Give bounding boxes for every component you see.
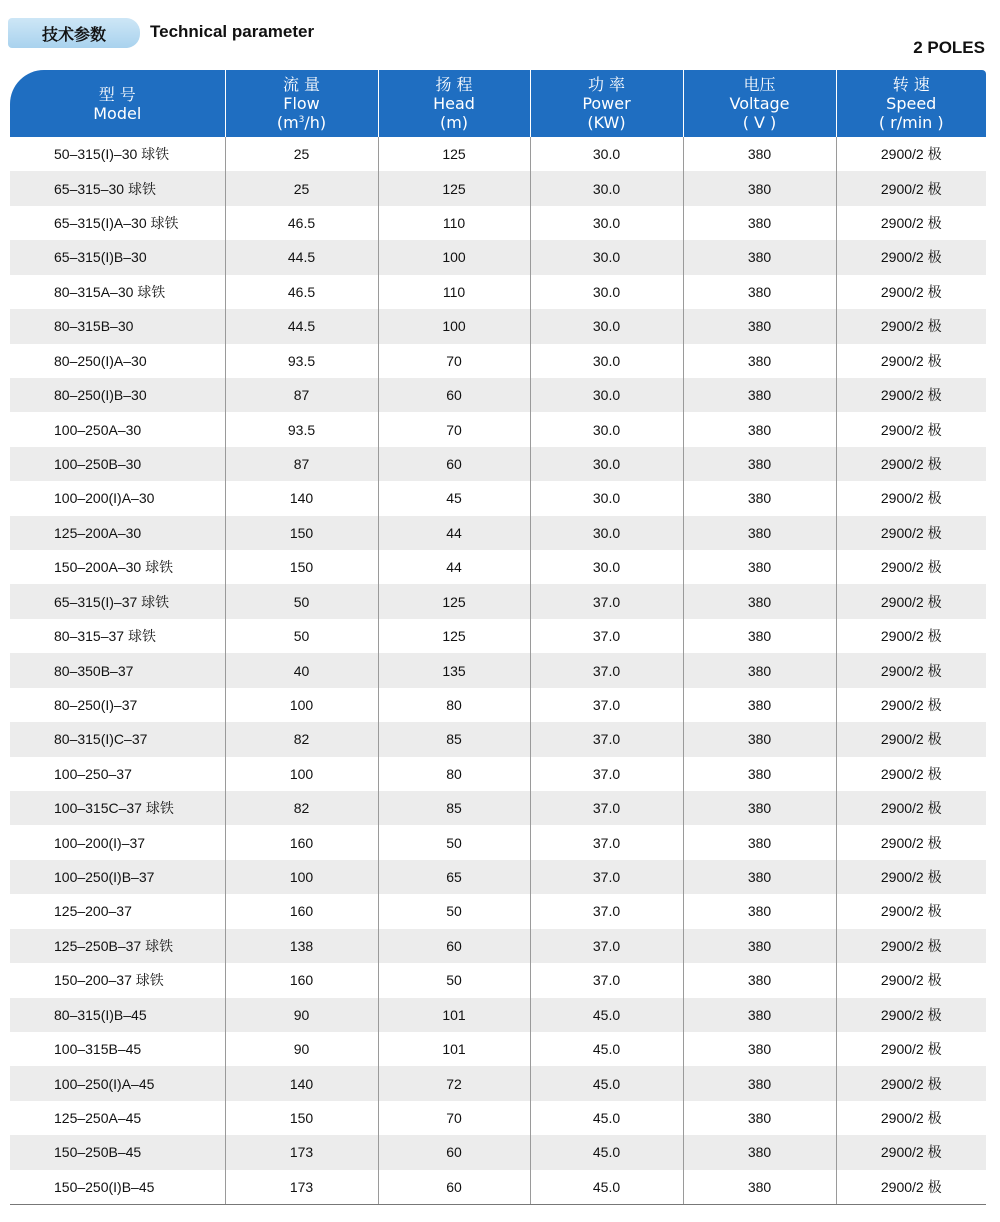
cell-power: 30.0 — [530, 447, 683, 481]
cell-power: 37.0 — [530, 929, 683, 963]
cell-model: 125–250B–37 球铁 — [10, 929, 225, 963]
cell-speed: 2900/2 极 — [836, 550, 986, 584]
cell-power: 37.0 — [530, 963, 683, 997]
cell-head: 65 — [378, 860, 530, 894]
cell-head: 45 — [378, 481, 530, 515]
cell-head: 125 — [378, 171, 530, 205]
cell-voltage: 380 — [683, 171, 836, 205]
cell-voltage: 380 — [683, 963, 836, 997]
table-row — [10, 653, 986, 687]
cell-model: 100–250(I)A–45 — [10, 1066, 225, 1100]
cell-head: 44 — [378, 550, 530, 584]
cell-speed: 2900/2 极 — [836, 929, 986, 963]
cell-flow: 50 — [225, 619, 378, 653]
cell-flow: 82 — [225, 722, 378, 756]
cell-model: 80–250(I)A–30 — [54, 352, 147, 369]
cell-head: 60 — [378, 1135, 530, 1169]
cell-voltage: 380 — [683, 894, 836, 928]
cell-model: 80–315(I)C–37 — [10, 722, 225, 756]
cell-power: 37.0 — [530, 722, 683, 756]
cell-head: 110 — [378, 275, 530, 309]
cell-model: 100–200(I)–37 — [54, 834, 146, 851]
cell-power: 45.0 — [530, 1101, 683, 1135]
cell-flow: 25 — [225, 171, 378, 205]
header-speed-unit: ( r/min ) — [878, 113, 944, 132]
cell-flow: 160 — [225, 894, 378, 928]
header-voltage-cn: 电压 — [743, 75, 776, 94]
cell-flow: 87 — [225, 378, 378, 412]
cell-power: 45.0 — [530, 1170, 683, 1205]
table-row — [10, 412, 986, 446]
table-row — [10, 275, 986, 309]
header-head-en: Head — [433, 94, 475, 113]
cell-model: 100–250B–30 — [10, 447, 225, 481]
cell-head: 60 — [378, 929, 530, 963]
cell-power: 37.0 — [530, 894, 683, 928]
cell-flow: 50 — [225, 584, 378, 618]
table-row — [10, 1066, 986, 1100]
cell-speed: 2900/2 极 — [836, 584, 986, 618]
table-row — [10, 688, 986, 722]
cell-speed: 2900/2 极 — [836, 963, 986, 997]
cell-power: 30.0 — [530, 275, 683, 309]
table-row — [10, 481, 986, 515]
cell-model: 65–315(I)A–30 球铁 — [54, 215, 179, 232]
cell-flow: 100 — [225, 688, 378, 722]
cell-head: 100 — [378, 309, 530, 343]
cell-model: 125–200A–30 — [10, 516, 225, 550]
cell-flow: 44.5 — [225, 309, 378, 343]
table-row — [10, 1101, 986, 1135]
cell-speed: 2900/2 极 — [836, 688, 986, 722]
cell-voltage: 380 — [683, 447, 836, 481]
cell-flow: 44.5 — [225, 240, 378, 274]
cell-head: 110 — [378, 206, 530, 240]
cell-model: 65–315–30 球铁 — [10, 171, 225, 205]
cell-head: 80 — [378, 688, 530, 722]
cell-head: 50 — [378, 963, 530, 997]
cell-power: 30.0 — [530, 412, 683, 446]
header-power-cn: 功 率 — [587, 75, 626, 94]
cell-model: 80–250(I)–37 — [54, 696, 138, 713]
cell-model: 80–315(I)B–45 — [10, 998, 225, 1032]
cell-voltage: 380 — [683, 1032, 836, 1066]
cell-model: 65–315(I)–37 球铁 — [10, 584, 225, 618]
header-voltage-en: Voltage — [729, 94, 790, 113]
cell-speed: 2900/2 极 — [836, 619, 986, 653]
header-head — [378, 70, 530, 137]
cell-speed: 2900/2 极 — [836, 1170, 986, 1205]
cell-head: 125 — [378, 584, 530, 618]
table-row — [10, 757, 986, 791]
cell-head: 70 — [378, 1101, 530, 1135]
cell-model: 150–250B–45 — [10, 1135, 225, 1169]
header-flow — [225, 70, 378, 137]
cell-speed: 2900/2 极 — [836, 1135, 986, 1169]
cell-model: 100–315C–37 球铁 — [10, 791, 225, 825]
cell-head: 44 — [378, 516, 530, 550]
cell-power: 30.0 — [530, 171, 683, 205]
cell-head: 60 — [378, 447, 530, 481]
cell-head: 70 — [378, 412, 530, 446]
header-model-cn: 型 号 — [98, 84, 136, 104]
cell-voltage: 380 — [683, 309, 836, 343]
header-flow-en: Flow — [283, 94, 320, 113]
table-row — [10, 584, 986, 618]
cell-model: 100–250(I)B–37 — [10, 860, 225, 894]
cell-head: 101 — [378, 998, 530, 1032]
cell-model: 80–350B–37 — [10, 653, 225, 687]
cell-head: 125 — [378, 137, 530, 171]
cell-speed: 2900/2 极 — [836, 137, 986, 171]
cell-voltage: 380 — [683, 757, 836, 791]
table-row — [10, 1170, 986, 1205]
cell-voltage: 380 — [683, 275, 836, 309]
cell-speed: 2900/2 极 — [836, 171, 986, 205]
cell-flow: 25 — [225, 137, 378, 171]
section-title-cn: 技术参数 — [8, 18, 140, 48]
cell-head: 60 — [378, 1170, 530, 1205]
cell-model: 150–200–37 球铁 — [54, 972, 164, 989]
cell-flow: 100 — [225, 757, 378, 791]
cell-voltage: 380 — [683, 825, 836, 859]
cell-speed: 2900/2 极 — [836, 447, 986, 481]
cell-voltage: 380 — [683, 619, 836, 653]
cell-speed: 2900/2 极 — [836, 653, 986, 687]
table-row — [10, 1032, 986, 1066]
cell-flow: 93.5 — [225, 412, 378, 446]
table-row — [10, 550, 986, 584]
table-row — [10, 206, 986, 240]
cell-power: 30.0 — [530, 309, 683, 343]
cell-power: 30.0 — [530, 344, 683, 378]
cell-voltage: 380 — [683, 412, 836, 446]
cell-model: 80–250(I)B–30 — [10, 378, 225, 412]
cell-power: 45.0 — [530, 1032, 683, 1066]
cell-flow: 140 — [225, 1066, 378, 1100]
cell-speed: 2900/2 极 — [836, 344, 986, 378]
header-flow-unit: $(m^3/h)$ — [276, 113, 327, 132]
cell-model: 125–250A–45 — [54, 1110, 142, 1127]
table-row — [10, 378, 986, 412]
cell-flow: 46.5 — [225, 275, 378, 309]
cell-model: 150–250(I)B–45 — [10, 1170, 225, 1205]
cell-speed: 2900/2 极 — [836, 275, 986, 309]
header-speed-en: Speed — [886, 94, 937, 113]
header-head-unit: (m) — [439, 113, 469, 132]
cell-power: 37.0 — [530, 584, 683, 618]
table-row — [10, 240, 986, 274]
cell-model: 100–250A–30 — [54, 421, 142, 438]
cell-power: 30.0 — [530, 206, 683, 240]
cell-model: 100–250–37 — [54, 765, 132, 782]
cell-voltage: 380 — [683, 791, 836, 825]
cell-power: 37.0 — [530, 688, 683, 722]
cell-speed: 2900/2 极 — [836, 1066, 986, 1100]
cell-flow: 173 — [225, 1170, 378, 1205]
cell-head: 125 — [378, 619, 530, 653]
cell-flow: 87 — [225, 447, 378, 481]
cell-flow: 82 — [225, 791, 378, 825]
cell-voltage: 380 — [683, 516, 836, 550]
cell-flow: 160 — [225, 963, 378, 997]
table-row — [10, 963, 986, 997]
cell-power: 45.0 — [530, 1135, 683, 1169]
table-row — [10, 344, 986, 378]
cell-speed: 2900/2 极 — [836, 240, 986, 274]
cell-flow: 150 — [225, 516, 378, 550]
table-row — [10, 309, 986, 343]
header-head-cn: 扬 程 — [435, 75, 473, 94]
cell-speed: 2900/2 极 — [836, 894, 986, 928]
cell-speed: 2900/2 极 — [836, 206, 986, 240]
poles-label: 2 POLES — [913, 38, 985, 57]
cell-power: 37.0 — [530, 860, 683, 894]
table-row — [10, 516, 986, 550]
cell-power: 37.0 — [530, 757, 683, 791]
cell-speed: 2900/2 极 — [836, 516, 986, 550]
header-speed — [836, 70, 986, 137]
cell-flow: 138 — [225, 929, 378, 963]
cell-power: 37.0 — [530, 825, 683, 859]
header-voltage — [683, 70, 836, 137]
table-row — [10, 860, 986, 894]
cell-speed: 2900/2 极 — [836, 757, 986, 791]
cell-flow: 140 — [225, 481, 378, 515]
section-title-en: Technical parameter — [150, 22, 315, 41]
cell-voltage: 380 — [683, 653, 836, 687]
cell-head: 50 — [378, 894, 530, 928]
cell-flow: 46.5 — [225, 206, 378, 240]
cell-voltage: 380 — [683, 1135, 836, 1169]
table-header-row — [10, 70, 986, 137]
cell-speed: 2900/2 极 — [836, 998, 986, 1032]
table-row — [10, 619, 986, 653]
cell-model: 65–315(I)B–30 — [10, 240, 225, 274]
cell-voltage: 380 — [683, 722, 836, 756]
technical-parameter-table — [10, 70, 986, 1205]
cell-speed: 2900/2 极 — [836, 1032, 986, 1066]
cell-model: 150–200A–30 球铁 — [54, 559, 174, 576]
cell-flow: 93.5 — [225, 344, 378, 378]
cell-speed: 2900/2 极 — [836, 481, 986, 515]
header-model-en: Model — [93, 103, 142, 123]
header-power-unit: (KW) — [587, 113, 626, 132]
table-row — [10, 894, 986, 928]
cell-model: 100–315B–45 — [54, 1041, 142, 1058]
cell-power: 30.0 — [530, 240, 683, 274]
cell-head: 80 — [378, 757, 530, 791]
cell-flow: 173 — [225, 1135, 378, 1169]
cell-speed: 2900/2 极 — [836, 378, 986, 412]
table-row — [10, 137, 986, 171]
table-row — [10, 722, 986, 756]
cell-voltage: 380 — [683, 378, 836, 412]
cell-head: 60 — [378, 378, 530, 412]
cell-voltage: 380 — [683, 206, 836, 240]
cell-model: 80–315B–30 — [10, 309, 225, 343]
cell-voltage: 380 — [683, 137, 836, 171]
cell-power: 30.0 — [530, 378, 683, 412]
cell-head: 72 — [378, 1066, 530, 1100]
header-power-en: Power — [582, 94, 631, 113]
cell-flow: 90 — [225, 1032, 378, 1066]
cell-head: 100 — [378, 240, 530, 274]
cell-model: 80–315A–30 球铁 — [54, 283, 166, 300]
table-row — [10, 998, 986, 1032]
cell-head: 50 — [378, 825, 530, 859]
cell-voltage: 380 — [683, 1101, 836, 1135]
cell-power: 30.0 — [530, 516, 683, 550]
cell-head: 101 — [378, 1032, 530, 1066]
header-voltage-unit: ( V ) — [742, 113, 777, 132]
table-row — [10, 825, 986, 859]
table-row — [10, 171, 986, 205]
cell-flow: 40 — [225, 653, 378, 687]
cell-speed: 2900/2 极 — [836, 860, 986, 894]
cell-voltage: 380 — [683, 240, 836, 274]
cell-speed: 2900/2 极 — [836, 309, 986, 343]
header-model — [10, 70, 225, 137]
cell-model: 50–315(I)–30 球铁 — [54, 146, 170, 163]
table-row — [10, 1135, 986, 1169]
cell-speed: 2900/2 极 — [836, 722, 986, 756]
cell-power: 37.0 — [530, 791, 683, 825]
cell-voltage: 380 — [683, 584, 836, 618]
cell-flow: 100 — [225, 860, 378, 894]
cell-voltage: 380 — [683, 998, 836, 1032]
cell-voltage: 380 — [683, 1170, 836, 1205]
table-row — [10, 929, 986, 963]
table-body — [10, 137, 986, 1205]
header-power — [530, 70, 683, 137]
cell-speed: 2900/2 极 — [836, 1101, 986, 1135]
cell-head: 85 — [378, 722, 530, 756]
cell-voltage: 380 — [683, 860, 836, 894]
cell-power: 45.0 — [530, 998, 683, 1032]
table-row — [10, 447, 986, 481]
cell-speed: 2900/2 极 — [836, 825, 986, 859]
cell-model: 125–200–37 — [54, 903, 132, 920]
cell-head: 135 — [378, 653, 530, 687]
cell-flow: 150 — [225, 550, 378, 584]
cell-voltage: 380 — [683, 344, 836, 378]
cell-power: 37.0 — [530, 653, 683, 687]
cell-flow: 160 — [225, 825, 378, 859]
header-flow-cn: 流 量 — [282, 75, 321, 94]
cell-voltage: 380 — [683, 688, 836, 722]
cell-head: 85 — [378, 791, 530, 825]
table-row — [10, 791, 986, 825]
cell-model: 100–200(I)A–30 — [54, 490, 155, 507]
cell-head: 70 — [378, 344, 530, 378]
cell-power: 30.0 — [530, 550, 683, 584]
cell-voltage: 380 — [683, 929, 836, 963]
cell-flow: 90 — [225, 998, 378, 1032]
cell-power: 30.0 — [530, 481, 683, 515]
cell-voltage: 380 — [683, 481, 836, 515]
cell-model: 80–315–37 球铁 — [54, 628, 156, 645]
cell-speed: 2900/2 极 — [836, 791, 986, 825]
cell-flow: 150 — [225, 1101, 378, 1135]
cell-power: 37.0 — [530, 619, 683, 653]
cell-power: 30.0 — [530, 137, 683, 171]
cell-speed: 2900/2 极 — [836, 412, 986, 446]
cell-voltage: 380 — [683, 550, 836, 584]
header-speed-cn: 转 速 — [892, 75, 930, 94]
cell-power: 45.0 — [530, 1066, 683, 1100]
cell-voltage: 380 — [683, 1066, 836, 1100]
